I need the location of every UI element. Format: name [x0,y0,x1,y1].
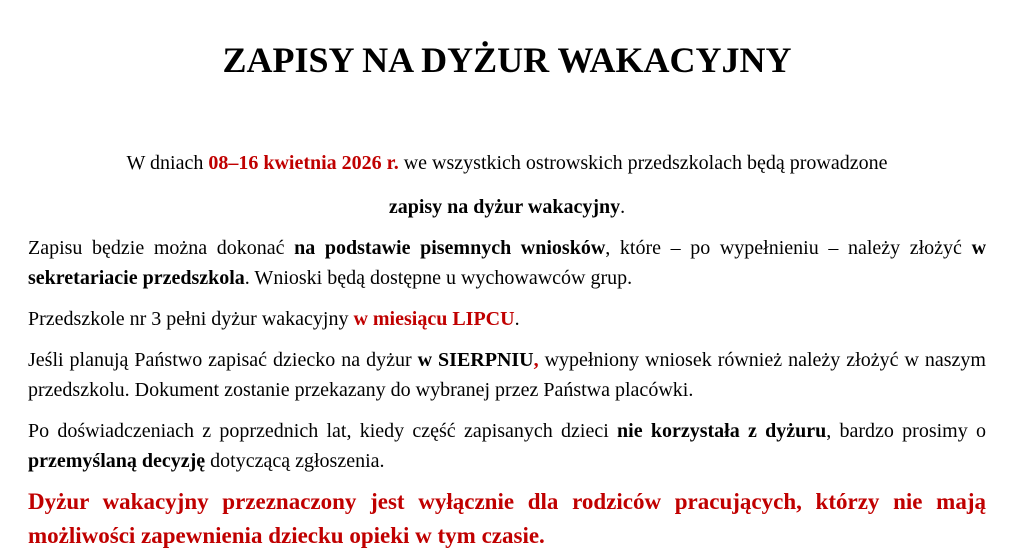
intro-paragraph [28,148,986,178]
july-segment-3-period: . [514,308,520,330]
august-segment-3-red-comma: , [533,349,539,371]
august-segment-1: Jeśli planują Państwo zapisać dziecko na dyżur [28,349,418,371]
paragraph-july-duty [28,304,986,334]
experience-segment-5: dotyczącą zgłoszenia. [205,450,385,472]
july-segment-1: Przedszkole nr 3 pełni dyżur wakacyjny [28,308,354,330]
experience-segment-1: Po doświadczeniach z poprzednich lat, kiedy część zapisanych dzieci [28,420,618,442]
experience-segment-4-bold: przemyślaną decyzję [28,450,206,472]
july-segment-2-red: w miesiącu LIPCU [353,308,515,330]
red-notice-paragraph: Dyżur wakacyjny przeznaczony jest wyłącznie dla rodziców pracujących, którzy nie mają możliwości zapewnienia dziecku opieki w tym czasie. [28,489,986,548]
document-title: ZAPISY NA DYŻUR WAKACYJNY [222,40,792,80]
experience-segment-2-bold: nie korzystała z dyżuru [617,420,827,442]
intro-emphasis-text: zapisy na dyżur wakacyjny [388,196,621,218]
applications-segment-3: , które – po wypełnieniu – należy złożyć [605,237,972,259]
intro-suffix: we wszystkich ostrowskich przedszkolach będą prowadzone [398,152,888,174]
intro-date-range: 08–16 kwietnia 2026 r. [208,152,399,174]
experience-segment-3: , bardzo prosimy o [826,420,986,442]
august-segment-4: wypełniony wniosek również należy złożyć w naszym przedszkolu. Dokument zostanie przekazany do wybranej przez Państwa placówki. [28,349,986,401]
paragraph-august-duty [28,345,986,405]
applications-segment-5: . Wnioski będą dostępne u wychowawców grup. [244,267,633,289]
applications-segment-4-bold: w sekretariacie przedszkola [28,237,987,289]
applications-segment-2-bold: na podstawie pisemnych wniosków [294,237,606,259]
applications-segment-1: Zapisu będzie można dokonać [28,237,295,259]
paragraph-applications [28,233,986,293]
intro-emphasis-period: . [620,196,626,218]
intro-emphasis-line [28,192,986,222]
august-segment-2-bold: w SIERPNIU [417,349,534,371]
intro-prefix: W dniach [126,152,209,174]
paragraph-experience [28,416,986,476]
